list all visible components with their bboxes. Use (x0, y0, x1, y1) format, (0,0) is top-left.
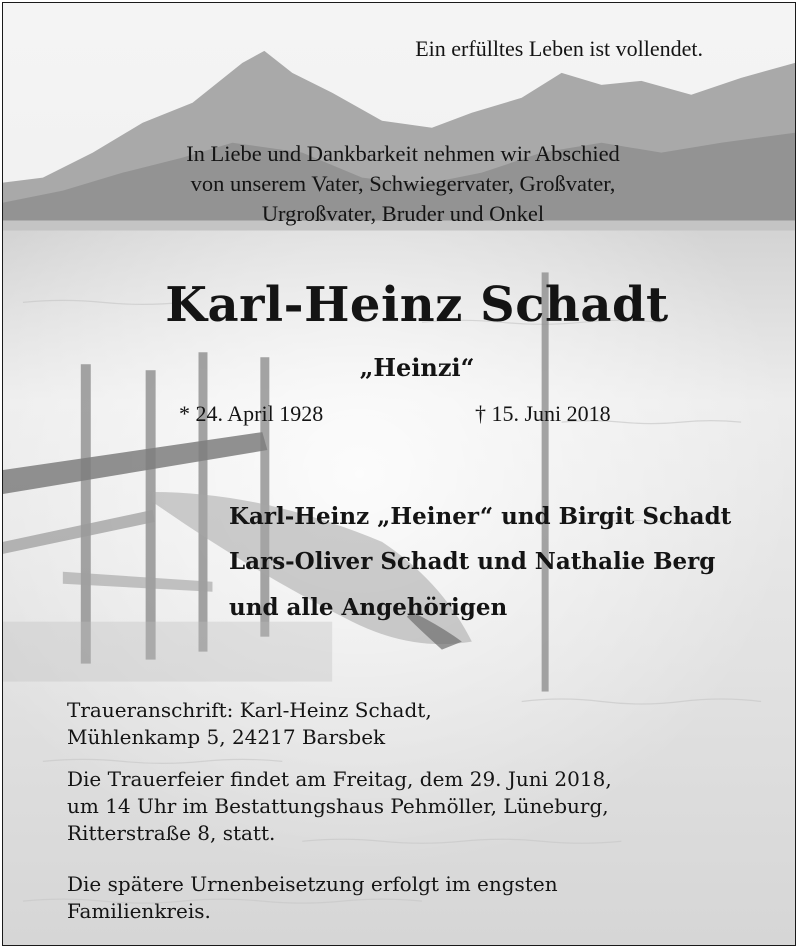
ceremony-line-2: um 14 Uhr im Bestattungshaus Pehmöller, Lüneburg, (67, 794, 609, 818)
deceased-name: Karl-Heinz Schadt (165, 277, 669, 333)
intro-line-3: Urgroßvater, Bruder und Onkel (261, 201, 545, 226)
mourner-line-2: Lars-Oliver Schadt und Nathalie Berg (229, 548, 716, 575)
burial-line-1: Die spätere Urnenbeisetzung erfolgt im engsten (67, 872, 558, 896)
address-line-2: Mühlenkamp 5, 24217 Barsbek (67, 725, 386, 749)
ceremony-line-1: Die Trauerfeier findet am Freitag, dem 29. Juni 2018, (67, 767, 612, 791)
burial-line-2: Familienkreis. (67, 899, 211, 923)
motto: Ein erfülltes Leben ist vollendet. (415, 36, 703, 61)
mourner-line-3: und alle Angehörigen (229, 594, 508, 621)
address-line-1: Traueranschrift: Karl-Heinz Schadt, (67, 698, 432, 722)
mourner-line-1: Karl-Heinz „Heiner“ und Birgit Schadt (229, 503, 732, 530)
intro-line-2: von unserem Vater, Schwiegervater, Großvater, (190, 171, 616, 196)
ceremony-line-3: Ritterstraße 8, statt. (67, 821, 276, 845)
deceased-nickname: „Heinzi“ (359, 353, 475, 382)
death-date: † 15. Juni 2018 (475, 401, 611, 426)
intro-line-1: In Liebe und Dankbarkeit nehmen wir Abschied (186, 141, 620, 166)
birth-date: * 24. April 1928 (179, 401, 324, 426)
obituary-notice (2, 2, 796, 946)
